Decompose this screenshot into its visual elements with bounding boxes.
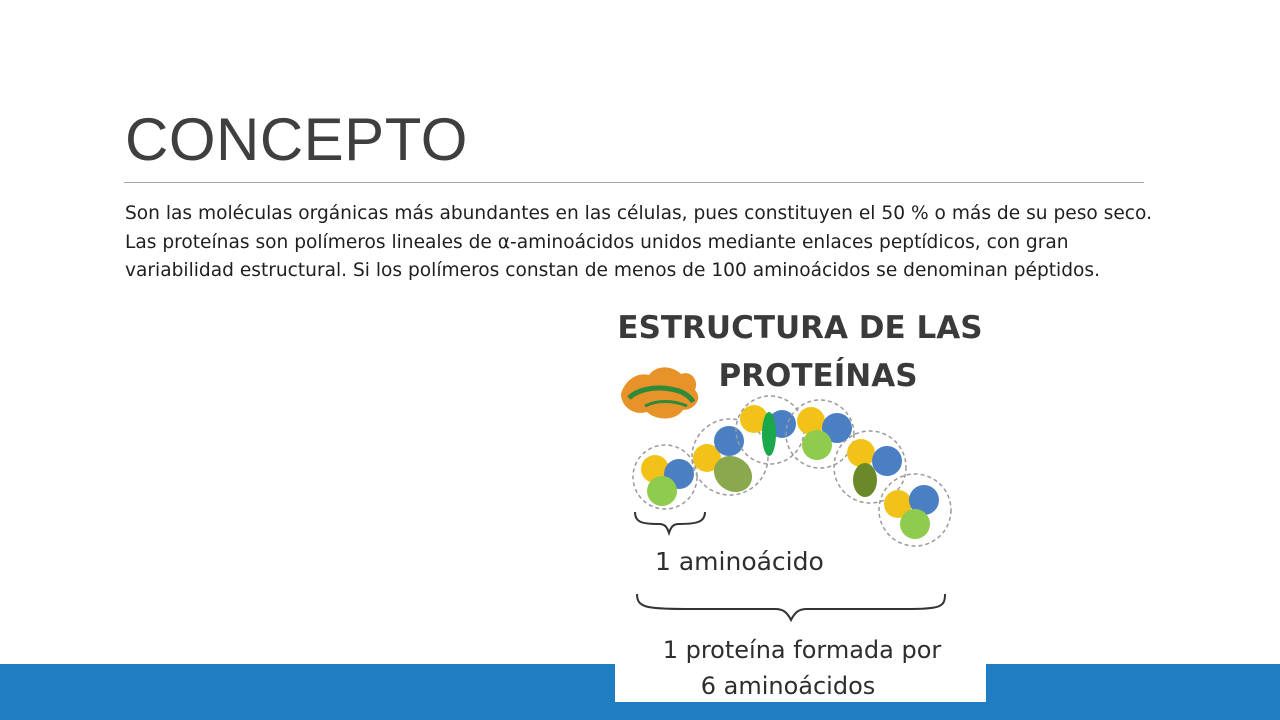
title-divider: [124, 182, 1144, 183]
slide-body-text: Son las moléculas orgánicas más abundantes en las células, pues constituyen el 50 % o más de su peso seco. Las proteínas son polímeros lineales de α-aminoácidos unidos mediante enlaces peptídicos, con gran variabilidad estructural. Si los polímeros constan de menos de 100 aminoácidos se denominan péptidos.: [125, 203, 1152, 281]
slide-title: CONCEPTO: [125, 106, 468, 173]
amino-brace: [635, 512, 705, 533]
amino-acid-1: [633, 445, 697, 509]
protein-structure-figure: [615, 302, 986, 702]
label-protein-line1: 1 proteína formada por: [662, 636, 942, 664]
amino-acid-4: [786, 400, 854, 468]
figure-heading-line2: PROTEÍNAS: [718, 358, 918, 394]
logo-icon: [621, 367, 698, 418]
protein-brace: [637, 594, 945, 620]
protein-diagram: [615, 302, 986, 702]
label-protein-line2: 6 aminoácidos: [700, 672, 876, 700]
amino-acid-3: [736, 396, 804, 464]
figure-heading-line1: ESTRUCTURA DE LAS: [617, 310, 983, 346]
amino-acid-6: [879, 474, 951, 546]
label-one-amino-acid: 1 aminoácido: [655, 547, 824, 576]
